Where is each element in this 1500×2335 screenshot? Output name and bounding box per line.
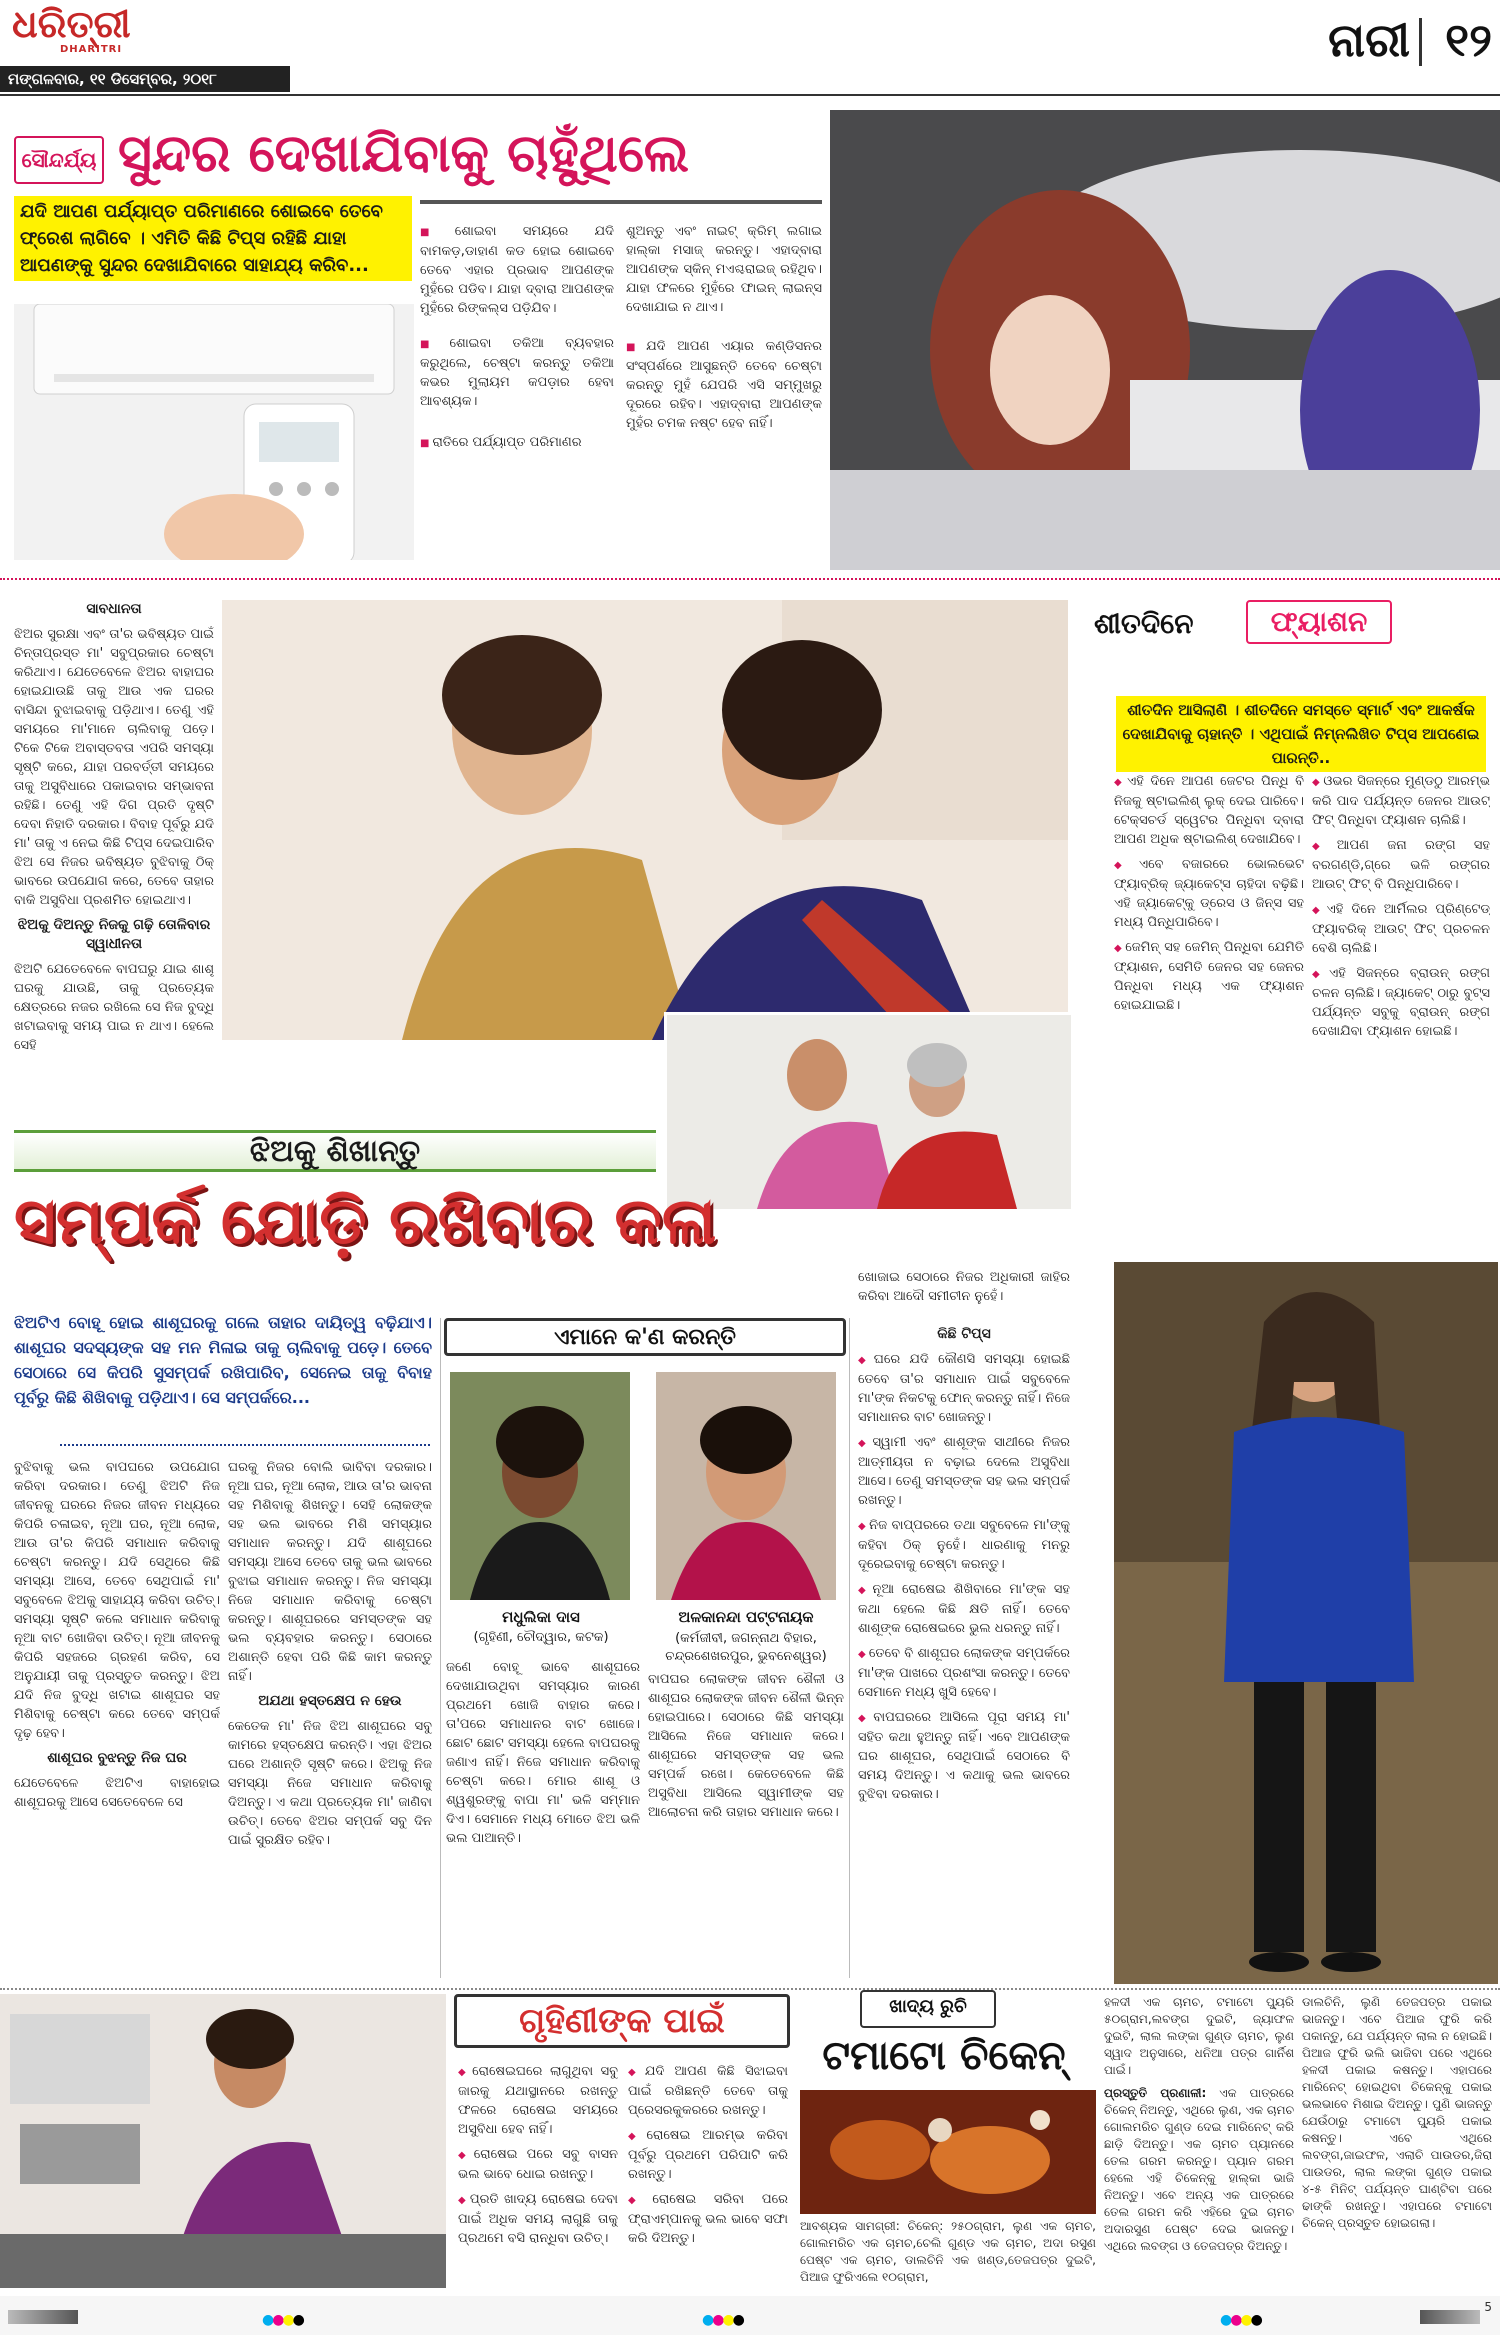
tips-heading: କିଛି ଟିପ୍ସ	[937, 1326, 991, 1342]
homemaker-tip: ◆ ରୋଷେଇ ପରେ ସବୁ ବାସନ ଭଲ ଭାବେ ଧୋଇ ରଖନ୍ତୁ।	[458, 2145, 618, 2184]
tips-list	[858, 1350, 1070, 1980]
homemaker-tip: ◆ ପ୍ରତି ଖାଦ୍ୟ ରୋଷେଇ ଦେବା ପାଇଁ ଅଧିକ ସମୟ ଲାଗୁଛି ତାକୁ ପ୍ରଥମେ ବସି ରାନ୍ଧିବା ଉଚିତ୍।	[458, 2190, 618, 2248]
beauty-intro: ଯଦି ଆପଣ ପର୍ଯ୍ୟାପ୍ତ ପରିମାଣରେ ଶୋଇବେ ତେବେ ଫ୍ରେଶ ଲାଗିବେ । ଏମିତି କିଛି ଟିପ୍ସ ରହିଛି ଯାହା ଆପଣଙ୍କୁ ସୁନ୍ଦର ଦେଖାଯିବାରେ ସାହାଯ୍ୟ କରିବ...	[14, 196, 412, 281]
fashion-intro: ଶୀତଦିନ ଆସିଲାଣି । ଶୀତଦିନେ ସମସ୍ତେ ସ୍ମାର୍ଟ ଏବଂ ଆକର୍ଷକ ଦେଖାଯିବାକୁ ଚାହାନ୍ତି । ଏଥିପାଇଁ ନିମ୍ନଲିଖିତ ଟିପ୍ସ ଆପଣେଇ ପାରନ୍ତି..	[1116, 696, 1486, 772]
recipe-title: ଟମାଟୋ ଚିକେନ୍	[822, 2033, 1066, 2079]
fashion-tip: ◆ ଏହି ଦିନେ ଆର୍ମିଲର ପ୍ରିଣ୍ଟେଡ୍ ଫ୍ୟାବରିକ୍ ଆଉଟ୍ ଫିଟ୍ ପ୍ରଚଳନ ବେଶି ଚାଲିଛି।	[1312, 900, 1490, 958]
fashion-tip: ◆ ଏହି ଦିନେ ଆପଣ ଜେଟର ପିନ୍ଧି ବି ନିଜକୁ ଷ୍ଟାଇଲିଶ୍ ଲୁକ୍ ଦେଇ ପାରିବେ। ଟେକ୍ସଚର୍ଡ ସ୍ୱେଟର ପିନ୍ଧିବା ଦ୍ବାରା ଆପଣ ଅଧିକ ଷ୍ଟାଇଲିଶ୍ ଦେଖାଯିବେ।	[1114, 772, 1304, 849]
beauty-col-1	[420, 222, 614, 512]
footer-page-number: 5	[1484, 2300, 1492, 2314]
color-bar-right	[1420, 2310, 1480, 2324]
fashion-model-illustration	[1114, 1262, 1498, 1984]
logo-sub: DHARITRI	[60, 44, 123, 55]
subhead-freedom: ଝିଅକୁ ଦିଅନ୍ତୁ ନିଜକୁ ଗଢ଼ି ତୋଳିବାର ସ୍ୱାଧୀନତା	[17, 917, 211, 952]
tip-item: ◆ ଘରେ ଯଦି କୌଣସି ସମସ୍ୟା ହୋଇଛି ତେବେ ତା'ର ସମାଧାନ ପାଇଁ ସବୁବେଳେ ମା'ଙ୍କ ନିକଟକୁ ଫୋନ୍ କରନ୍ତୁ ନାହିଁ। ନିଜେ ସମାଧାନର ବାଟ ଖୋଜନ୍ତୁ।	[858, 1350, 1070, 1427]
footer	[0, 2296, 1500, 2335]
interview-box-title: ଏମାନେ କ'ଣ କରନ୍ତି	[554, 1325, 736, 1350]
recipe-method-text: ଏକ ପାତ୍ରରେ ଚିକେନ୍ ନିଅନ୍ତୁ, ଏଥିରେ ଲୁଣ, ଏକ ଚାମଚ ଗୋଲମରିଚ ଗୁଣ୍ଡ ଦେଇ ମାରିନେଟ୍ କରି ଛାଡ଼ି ଦିଅନ୍ତୁ। ଏକ ଚାମଚ ପ୍ୟାନରେ ତେଲ ଗରମ କରନ୍ତୁ। ପ୍ୟାନ ଗରମ ହେଲେ ଏହି ଚିକେନ୍କୁ ହାଲ୍କା ଭାଜି ନିଅନ୍ତୁ। ଏବେ ଅନ୍ୟ ଏକ ପାତ୍ରରେ ତେଲ ଗରମ କରି ଏହିରେ ଦୁଇ ଚାମଚ ଅଦାରସୁଣ ପେଷ୍ଟ ଦେଇ ଭାଜନ୍ତୁ। ଏଥିରେ ଲବଙ୍ଗ ଓ ତେଜପତ୍ର ଦିଅନ୍ତୁ।	[1104, 2086, 1294, 2253]
subhead-interference: ଅଯଥା ହସ୍ତକ୍ଷେପ ନ ହେଉ	[258, 1693, 402, 1709]
subhead-caution: ସାବଧାନତା	[86, 601, 142, 617]
recipe-col-2: ଡାଲଚିନି, ଲୁଣି ତେଜପତ୍ର ପକାଇ ଭାଜନ୍ତୁ। ଏବେ ପିଆଜ ଫୁରି କରି ପକାନ୍ତୁ, ଯେ ପର୍ଯ୍ୟନ୍ତ ଲାଲ ନ ହୋଇଛି। ପିଆଜ ଫୁରି ଭଲି ଭାଜିବା ପରେ ଏଥିରେ ହଳଦୀ ପକାଇ କଷନ୍ତୁ। ଏହାପରେ ମାରିନେଟ୍ ହୋଇଥିବା ଚିକେନ୍କୁ ପକାଇ ଭଲଭାବେ ମିଶାଇ ଦିଅନ୍ତୁ। ପୁଣି ଭାଜନ୍ତୁ ଯେଉଁଠାରୁ ଟମାଟୋ ପ୍ୟୁରି ପକାଇ କଷନ୍ତୁ। ଏବେ ଏଥିରେ ଲବଙ୍ଗ,ଜାଇଫଳ, ଏଲାଚି ପାଉଡର,ଜିରା ପାଉଡର, ଲାଲ ଲଙ୍କା ଗୁଣ୍ଡ ପକାଇ ୪-୫ ମିନିଟ୍ ପର୍ଯ୍ୟନ୍ତ ଘାଣ୍ଟିବା ପରେ ଢାଙ୍କି ରଖନ୍ତୁ। ଏହାପରେ ଟମାଟୋ ଚିକେନ୍ ପ୍ରସ୍ତୁତ ହୋଇଗଲା।	[1302, 1995, 1492, 2230]
beauty-col-2	[626, 222, 822, 512]
tip-item: ◆ ତେବେ ବି ଶାଶୂଘର ଲୋକଙ୍କ ସମ୍ପର୍କରେ ମା'ଙ୍କ ପାଖରେ ପ୍ରଶଂସା କରନ୍ତୁ। ତେବେ ସେମାନେ ମଧ୍ୟ ଖୁସି ହେବେ।	[858, 1644, 1070, 1702]
person1-name: ମଧୁଲିକା ଦାସ	[502, 1608, 580, 1626]
recipe-photo	[800, 2090, 1096, 2214]
bottom-divider	[0, 1988, 1500, 1990]
beauty-tag-text: ସୌନ୍ଦର୍ଯ୍ୟ	[21, 148, 97, 172]
person2-illustration	[656, 1372, 836, 1600]
fashion-tag-right: ଫ୍ୟାଶନ	[1270, 605, 1368, 638]
section-name: ନାରୀ	[1328, 13, 1410, 67]
kitchen-photo	[0, 1994, 446, 2288]
homemaker-col-1	[458, 2062, 618, 2292]
fashion-tip: ◆ ଆପଣ ଜନା ରଙ୍ଗ ସହ ବରଗଣ୍ଡି,ଗ୍ରେ ଭଳି ରଙ୍ଗର ଆଉଟ୍ ଫିଟ୍ ବି ପିନ୍ଧିପାରିବେ।	[1312, 836, 1490, 894]
person2-text: ବାପଘର ଲୋକଙ୍କ ଜୀବନ ଶୈଳୀ ଓ ଶାଶୂଘର ଲୋକଙ୍କ ଜୀବନ ଶୈଳୀ ଭିନ୍ନ ହୋଇପାରେ। ସେଠାରେ କିଛି ସମସ୍ୟା ଆସିଲେ ନିଜେ ସମାଧାନ କରେ। ଶାଶୂଘରେ ସମସ୍ତଙ୍କ ସହ ଭଲ ସମ୍ପର୍କ ରଖେ। କେତେବେଳେ କିଛି ଅସୁବିଧା ଆସିଲେ ସ୍ୱାମୀଙ୍କ ସହ ଆଲୋଚନା କରି ତାହାର ସମାଧାନ କରେ।	[648, 1672, 844, 1820]
relation-kicker: ଝିଅକୁ ଶିଖାନ୍ତୁ	[249, 1134, 421, 1169]
page-number: ୧୨	[1445, 13, 1492, 67]
beauty-tip: ■ ଶୋଇବା ସମୟରେ ଯଦି ବାମକଡ଼,ଡାହାଣ କଡ ହୋଇ ଶୋଇବେ ତେବେ ଏହାର ପ୍ରଭାବ ଆପଣଙ୍କ ମୁହଁରେ ପଡିବ। ଯାହା ଦ୍ବାରା ଆପଣଙ୍କ ମୁହଁରେ ରିଙ୍କଲ୍ସ ପଡ଼ିଯିବ।	[420, 222, 614, 318]
fashion-col-2	[1312, 772, 1490, 1252]
sleeping-woman-illustration	[830, 110, 1500, 570]
relation-paragraph: ବୁଝିବାକୁ ଭଲ ବାପଘରେ ଉପଯୋଗ କରିବା ଦରକାର। ତେଣୁ ଝିଅଟି ନିଜ ଜୀବନକୁ ଘରରେ ନିଜର ଜୀବନ ମଧ୍ୟରେ କିପରି ଚଳାଇବ, ନୂଆ ଘର, ନୂଆ ଲୋକ, ଆଉ ତା'ର କିପରି ସମାଧାନ କରିବାକୁ ଚେଷ୍ଟା କରନ୍ତୁ। ଯଦି ସେଥିରେ କିଛି ସମସ୍ୟା ଆସେ, ତେବେ ସେଥିପାଇଁ ମା' ସବୁବେଳେ ଝିଅକୁ ସାହାଯ୍ୟ କରିବା ଉଚିତ୍। ସମସ୍ୟା ସୃଷ୍ଟି କଲେ ସମାଧାନ କରିବାକୁ ନୂଆ ବାଟ ଖୋଜିବା ଉଚିତ୍। ନୂଆ ଜୀବନକୁ କିପରି ସହଜରେ ଗ୍ରହଣ କରିବ, ସେ ଅନୁଯାୟୀ ତାକୁ ପ୍ରସ୍ତୁତ କରନ୍ତୁ। ଝିଅ ଯଦି ନିଜ ବୁଦ୍ଧି ଖଟାଇ ଶାଶୂଘର ସହ ମିଶିବାକୁ ଚେଷ୍ଟା କରେ ତେବେ ସମ୍ପର୍କ ଦୃଢ଼ ହେବ।	[14, 1460, 220, 1741]
fashion-tip: ◆ ଜେମିନ୍ ସହ ଜେମିନ୍ ପିନ୍ଧିବା ଯେମିତି ଫ୍ୟାଶନ, ସେମିତି ଜେନର ସହ ଜେନର ପିନ୍ଧିବା ମଧ୍ୟ ଏକ ଫ୍ୟାଶନ ହୋଇଯାଇଛି।	[1114, 938, 1304, 1015]
homemaker-tip: ◆ ରୋଷେଇ ସରିବା ପରେ ଫ୍ରାଏମ୍ପାନକୁ ଭଲ ଭାବେ ସଫା କରି ଦିଅନ୍ତୁ।	[628, 2190, 788, 2248]
relation-paragraph: ଝିଅଟି ଯେତେବେଳେ ବାପଘରୁ ଯାଇ ଶାଶୂ ଘରକୁ ଯାଉଛି, ତାକୁ ପ୍ରତ୍ୟେକ କ୍ଷେତ୍ରରେ ନଜର ରଖିଲେ ସେ ନିଜ ବୁଦ୍ଧି ଖଟାଇବାକୁ ସମୟ ପାଇ ନ ଥାଏ। ହେଲେ ସେହି	[14, 962, 214, 1053]
beauty-headline: ସୁନ୍ଦର ଦେଖାଯିବାକୁ ଚାହୁଁଥିଲେ	[118, 124, 690, 184]
tomato-chicken-illustration	[800, 2090, 1096, 2214]
tip-item: ◆ ନିଜ ବାପ୍ପରରେ ତଥା ସବୁବେଳେ ମା'ଙ୍କୁ କହିବା ଠିକ୍ ନୁହେଁ। ଧାରଣାକୁ ମନରୁ ଦୂରେଇବାକୁ ଚେଷ୍ଟା କରନ୍ତୁ।	[858, 1516, 1070, 1574]
person2-photo	[656, 1372, 836, 1600]
recipe-method	[1104, 2085, 1294, 2255]
person1-illustration	[450, 1372, 630, 1600]
ac-illustration	[14, 304, 414, 560]
recipe-text: ହଳଦୀ ଏକ ଚାମଚ, ଟମାଟୋ ପ୍ୟୁରି ୫୦ଗ୍ରାମ,ଲବଙ୍ଗ ଦୁଇଟି, ଜ୍ୟାଫଳ ଦୁଇଟି, ଲାଲ ଲଙ୍କା ଗୁଣ୍ଡ ଚାମଚ, ଲୁଣ ସ୍ୱାଦ ଅନୁସାରେ, ଧନିଆ ପତ୍ର ଗାର୍ନିଶ ପାଇଁ।	[1104, 1995, 1294, 2077]
person2-name: ଅଳକାନନ୍ଦା ପଟ୍ଟନାୟକ	[678, 1608, 814, 1626]
masthead-rule	[0, 94, 1500, 96]
relation-intro-rule	[60, 1444, 430, 1446]
logo-text: ଧରିତ୍ରୀ	[12, 2, 131, 46]
relation-headline: ସମ୍ପର୍କ ଯୋଡ଼ି ରଖିବାର କଳା	[14, 1185, 717, 1259]
beauty-ac-photo	[14, 304, 414, 560]
masthead-divider	[1419, 18, 1422, 66]
recipe-ingredients: ଆବଶ୍ୟକ ସାମଗ୍ରୀ: ଚିକେନ୍: ୨୫୦ଗ୍ରାମ, ଲୁଣ ଏକ ଚାମଚ, ଗୋଲମରିଚ ଏକ ଚାମଚ,ଚେଲି ଗୁଣ୍ଡ ଏକ ଚାମଚ, ଅଦା ରସୁଣ ପେଷ୍ଟ ଏକ ଚାମଚ, ଡାଲଚିନି ଏକ ଖଣ୍ଡ,ତେଜପତ୍ର ଦୁଇଟି, ପିଆଜ ଫୁରିଏଲେ ୧୦ଗ୍ରାମ,	[800, 2219, 1096, 2284]
registration-dots-2: ●●●●	[702, 2312, 743, 2328]
tip-item: ◆ ବାପଘରରେ ଆସିଲେ ପୂରା ସମୟ ମା' ସହିତ କଥା ହୁଅନ୍ତୁ ନାହିଁ। ଏବେ ଆପଣଙ୍କ ଘର ଶାଶୂଘର, ସେଥିପାଇଁ ସେଠାରେ ବି ସମୟ ଦିଅନ୍ତୁ। ଏ କଥାକୁ ଭଲ ଭାବରେ ବୁଝିବା ଦରକାର।	[858, 1708, 1070, 1804]
beauty-sleep-photo	[830, 110, 1500, 570]
recipe-col-1	[1104, 1994, 1294, 2292]
relation-right-intro: ଖୋଜାଇ ସେଠାରେ ନିଜର ଅଧିକାରୀ ଜାହିର କରିବା ଆଦୌ ସମୀଚୀନ ନୁହେଁ।	[858, 1270, 1070, 1304]
registration-dots-1: ●●●●	[262, 2312, 303, 2328]
relation-paragraph: ଝିଅର ସୁରକ୍ଷା ଏବଂ ତା'ର ଭବିଷ୍ୟତ ପାଇଁ ଚିନ୍ତାପ୍ରସ୍ତ ମା' ସବୁପ୍ରକାର ଚେଷ୍ଟା କରିଥାଏ। ଯେତେବେଳେ ଝିଅର ବାହାଘର ହୋଇଯାଉଛି ତାକୁ ଆଉ ଏକ ଘରର ବାସିନ୍ଦା ବୁଝାଇବାକୁ ପଡ଼ିଥାଏ। ତେଣୁ ଏହି ସମୟରେ ମା'ମାନେ ଚାଲିବାକୁ ପଡ଼େ। ଟିକେ ଟିକେ ଅବାସ୍ତବତା ଏପରି ସମସ୍ୟା ସୃଷ୍ଟି କରେ, ଯାହା ପରବର୍ତ୍ତୀ ସମୟରେ ତାକୁ ଅସୁବିଧାରେ ପକାଇବାର ସମ୍ଭାବନା ରହିଛି। ତେଣୁ ଏହି ଦିଗ ପ୍ରତି ଦୃଷ୍ଟି ଦେବା ନିହାତି ଦରକାର। ବିବାହ ପୂର୍ବରୁ ଯଦି ମା' ତାକୁ ଏ ନେଇ କିଛି ଟିପ୍ସ ଦେଇପାରିବ ଝିଅ ସେ ନିଜର ଭବିଷ୍ୟତ ବୁଝିବାକୁ ଠିକ୍ ଭାବରେ ଉପଯୋଗ କରେ, ତେବେ ତାହାର ବାକି ଅସୁବିଧା ପ୍ରଶମିତ ହୋଇଥାଏ।	[14, 627, 214, 908]
fashion-model-photo	[1114, 1262, 1498, 1984]
beauty-tip: ■ ରାତିରେ ପର୍ଯ୍ୟାପ୍ତ ପରିମାଣର	[420, 433, 614, 453]
beauty-tip: ଶୁଅନ୍ତୁ ଏବଂ ନାଇଟ୍ କ୍ରିମ୍ ଲଗାଇ ହାଲ୍କା ମସାଜ୍ କରନ୍ତୁ। ଏହାଦ୍ବାରା ଆପଣଙ୍କ ସ୍କିନ୍ ମଏଶ୍ଚରାଇଜ୍ ରହିଥିବ। ଯାହା ଫଳରେ ମୁହଁରେ ଫାଇନ୍ ଲାଇନ୍ସ ଦେଖାଯାଇ ନ ଥାଏ।	[626, 224, 822, 315]
recipe-method-head: ପ୍ରସ୍ତୁତି ପ୍ରଣାଳୀ:	[1104, 2086, 1207, 2100]
relation-paragraph: ଘରକୁ ନିଜର ବୋଲି ଭାବିବା ଦରକାର। ନୂଆ ଘର, ନୂଆ ଲୋକ, ଆଉ ତା'ର ଭାବନା ସହ ମିଶିବାକୁ ଶିଖନ୍ତୁ। ସେହି ଲୋକଙ୍କ ସହ ଭଲ ଭାବରେ ମିଶି ସମସ୍ୟାର ସମାଧାନ କରନ୍ତୁ। ଯଦି ଶାଶୂଘରେ ସମସ୍ୟା ଆସେ ତେବେ ତାକୁ ଭଲ ଭାବରେ ବୁଝାଇ ସମାଧାନ କରନ୍ତୁ। ନିଜ ସମସ୍ୟା ନିଜେ ସମାଧାନ କରିବାକୁ ଚେଷ୍ଟା କରନ୍ତୁ। ଶାଶୂଘରରେ ସମସ୍ତଙ୍କ ସହ ଭଲ ବ୍ୟବହାର କରନ୍ତୁ। ସେଠାରେ ଅଶାନ୍ତି ହେବା ପରି କିଛି କାମ କରନ୍ତୁ ନାହିଁ।	[228, 1460, 432, 1684]
logo	[12, 2, 192, 46]
masthead	[0, 0, 1500, 88]
tip-item: ◆ ନୂଆ ରୋଷେଇ ଶିଖିବାରେ ମା'ଙ୍କ ସହ କଥା ହେଲେ କିଛି କ୍ଷତି ନାହିଁ। ତେବେ ଶାଶୂଙ୍କ ରୋଷେଇରେ ଭୁଲ ଧରନ୍ତୁ ନାହିଁ।	[858, 1580, 1070, 1638]
relation-paragraph: ଯେତେବେଳେ ଝିଅଟିଏ ବାହାହୋଇ ଶାଶୂଘରକୁ ଆସେ ସେତେବେଳେ ସେ	[14, 1776, 220, 1810]
beauty-tip: ■ ଶୋଇବା ତକିଆ ବ୍ୟବହାର କରୁଥିଲେ, ଚେଷ୍ଟା କରନ୍ତୁ ତକିଆ କଭର ମୁଲାୟମ କପଡ଼ାର ହେବା ଆବଶ୍ୟକ।	[420, 334, 614, 411]
beauty-tip: ■ ଯଦି ଆପଣ ଏୟାର କଣ୍ଡିସନର ସଂସ୍ପର୍ଶରେ ଆସୁଛନ୍ତି ତେବେ ଚେଷ୍ଟା କରନ୍ତୁ ମୁହଁ ଯେପରି ଏସି ସମ୍ମୁଖରୁ ଦୂରରେ ରହିବ। ଏହାଦ୍ବାରା ଆପଣଙ୍କ ମୁହଁର ଚମକ ନଷ୍ଟ ହେବ ନାହିଁ।	[626, 337, 822, 433]
person1-photo	[450, 1372, 630, 1600]
person2-place: (କର୍ମଜୀବୀ, ଜଗନ୍ନାଥ ବିହାର, ଚନ୍ଦ୍ରଶେଖରପୁର, ଭୁବନେଶ୍ୱର)	[665, 1631, 827, 1664]
mother-daughter-photo	[222, 600, 1068, 1040]
recipe-tag: ଖାଦ୍ୟ ରୁଚି	[889, 1996, 967, 2017]
tip-item: ◆ ସ୍ୱାମୀ ଏବଂ ଶାଶୂଙ୍କ ସାଥୀରେ ନିଜର ଆତ୍ମୀୟତା ନ ବଢ଼ାଇ ଦେଲେ ଅସୁବିଧା ଆସେ। ତେଣୁ ସମସ୍ତଙ୍କ ସହ ଭଲ ସମ୍ପର୍କ ରଖନ୍ତୁ।	[858, 1433, 1070, 1510]
mother-daughter-illustration	[222, 600, 1068, 1040]
person1-place: (ଗୃହିଣୀ, ଚୌଦ୍ୱାର, କଟକ)	[473, 1630, 609, 1645]
homemaker-col-2	[628, 2062, 788, 2292]
beauty-column-rule	[420, 200, 822, 204]
relation-paragraph: କେତେକ ମା' ନିଜ ଝିଅ ଶାଶୂଘରେ ସବୁ କାମରେ ହସ୍ତକ୍ଷେପ କରନ୍ତି। ଏହା ଝିଅର ଘରେ ଅଶାନ୍ତି ସୃଷ୍ଟି କରେ। ଝିଅକୁ ନିଜ ସମସ୍ୟା ନିଜେ ସମାଧାନ କରିବାକୁ ଦିଅନ୍ତୁ। ଏ କଥା ପ୍ରତ୍ୟେକ ମା' ଜାଣିବା ଉଚିତ୍। ତେବେ ଝିଅର ସମ୍ପର୍କ ସବୁ ଦିନ ପାଇଁ ସୁରକ୍ଷିତ ରହିବ।	[228, 1719, 432, 1848]
kitchen-illustration	[0, 1994, 446, 2288]
registration-dots-3: ●●●●	[1220, 2312, 1261, 2328]
fashion-tip: ◆ ଓଭର ସିଜନ୍ରେ ମୁଣ୍ଡଠୁ ଆରମ୍ଭ କରି ପାଦ ପର୍ଯ୍ୟନ୍ତ ଜେନର ଆଉଟ୍ ଫିଟ୍ ପିନ୍ଧିବା ଫ୍ୟାଶନ ଚାଲିଛି।	[1312, 772, 1490, 830]
color-bar-left	[8, 2310, 78, 2324]
fashion-tip: ◆ ଏହି ସିଜନ୍ରେ ବ୍ରାଉନ୍ ରଙ୍ଗ ଚଳନ ଚାଲିଛି। ଜ୍ୟାକେଟ୍ ଠାରୁ ବୁଟ୍ସ ପର୍ଯ୍ୟନ୍ତ ସବୁକୁ ବ୍ରାଉନ୍ ରଙ୍ଗ ଦେଖାଯିବା ଫ୍ୟାଶନ ହୋଇଛି।	[1312, 964, 1490, 1041]
date-line: ମଙ୍ଗଳବାର, ୧୧ ଡିସେମ୍ବର, ୨୦୧୮	[8, 70, 217, 88]
fashion-tip: ◆ ଏବେ ବଜାରରେ ଭୋଲଭେଟ ଫ୍ୟାବ୍ରିକ୍ ଜ୍ୟାକେଟ୍ସ ଚାହିଦା ବଢ଼ିଛି। ଏହି ଜ୍ୟାକେଟ୍କୁ ଡ୍ରେସ ଓ ଜିନ୍ସ ସହ ମଧ୍ୟ ପିନ୍ଧିପାରିବେ।	[1114, 855, 1304, 932]
fashion-tag-left: ଶୀତଦିନେ	[1094, 607, 1194, 640]
relation-intro: ଝିଅଟିଏ ବୋହୂ ହୋଇ ଶାଶୂଘରକୁ ଗଲେ ତାହାର ଦାୟିତ୍ୱ ବଢ଼ିଯାଏ। ଶାଶୂଘର ସଦସ୍ୟଙ୍କ ସହ ମନ ମିଳାଇ ତାକୁ ଚାଲିବାକୁ ପଡ଼େ। ତେବେ ସେଠାରେ ସେ କିପରି ସୁସମ୍ପର୍କ ରଖିପାରିବ, ସେନେଇ ତାକୁ ବିବାହ ପୂର୍ବରୁ କିଛି ଶିଖିବାକୁ ପଡ଼ିଥାଏ। ସେ ସମ୍ପର୍କରେ...	[14, 1313, 432, 1407]
homemaker-tip: ◆ ରୋଷେଇଘରେ ଲାଗୁଥିବା ସବୁ ଜାରକୁ ଯଥାସ୍ଥାନରେ ରଖନ୍ତୁ ଫଳରେ ରୋଷେଇ ସମୟରେ ଅସୁବିଧା ହେବ ନାହିଁ।	[458, 2062, 618, 2139]
homemaker-tip: ◆ ଯଦି ଆପଣ କିଛି ସିଝାଇବା ପାଇଁ ରଖିଛନ୍ତି ତେବେ ତାକୁ ପ୍ରେସରକୁକରରେ ରଖନ୍ତୁ।	[628, 2062, 788, 2120]
fashion-col-1	[1114, 772, 1304, 1252]
relation-mid-col-a	[14, 1458, 220, 1978]
homemaker-tip: ◆ ରୋଷେଇ ଆରମ୍ଭ କରିବା ପୂର୍ବରୁ ପ୍ରଥମେ ପରିପାଟି କରି ରଖନ୍ତୁ।	[628, 2126, 788, 2184]
relation-left-col	[14, 600, 214, 1070]
homemaker-heading: ଗୃହିଣୀଙ୍କ ପାଇଁ	[519, 2001, 725, 2041]
section-divider-dotted	[0, 578, 1500, 580]
subhead-in-laws: ଶାଶୂଘର ବୁଝନ୍ତୁ ନିଜ ଘର	[47, 1750, 187, 1766]
relation-mid-col-b	[228, 1458, 432, 1978]
person1-text: ଜଣେ ବୋହୂ ଭାବେ ଶାଶୂଘରେ ଦେଖାଯାଉଥିବା ସମସ୍ୟାର କାରଣ ପ୍ରଥମେ ଖୋଜି ବାହାର କରେ। ତା'ପରେ ସମାଧାନର ବାଟ ଖୋଜେ। ଛୋଟ ଛୋଟ ସମସ୍ୟା ହେଲେ ବାପଘରକୁ ଜଣାଏ ନାହିଁ। ନିଜେ ସମାଧାନ କରିବାକୁ ଚେଷ୍ଟା କରେ। ମୋର ଶାଶୂ ଓ ଶ୍ୱଶୁରଙ୍କୁ ବାପା ମା' ଭଳି ସମ୍ମାନ ଦିଏ। ସେମାନେ ମଧ୍ୟ ମୋତେ ଝିଅ ଭଳି ଭଲ ପାଆନ୍ତି।	[446, 1660, 640, 1846]
